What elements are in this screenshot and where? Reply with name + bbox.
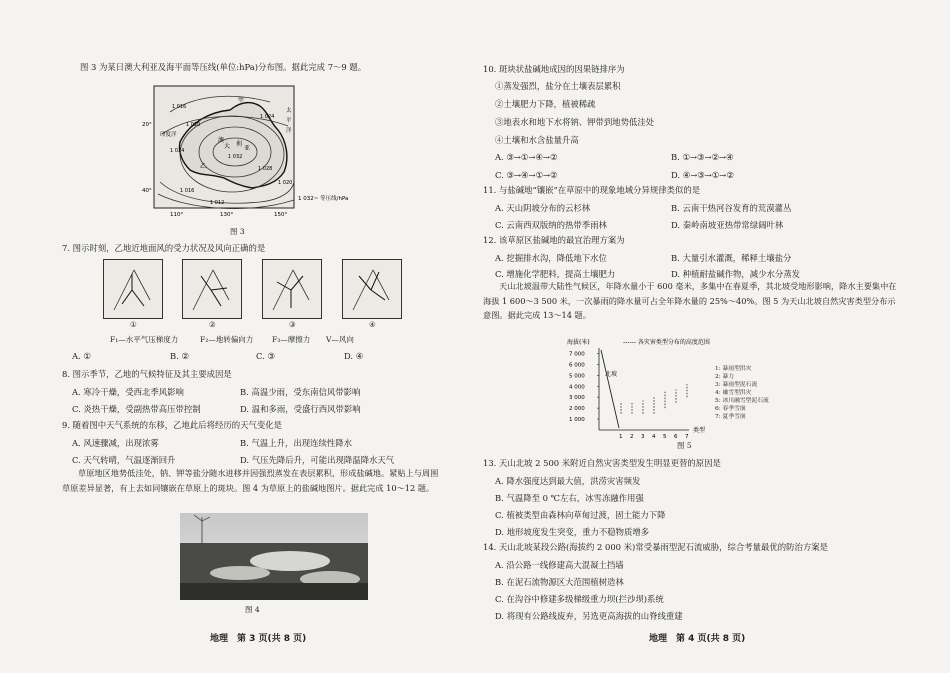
q10-option-d[interactable]: D. ④→③→①→② <box>671 170 734 180</box>
q10-step-4: ④土壤和水含盐量升高 <box>495 135 579 145</box>
fig5-ytick-label: 6 000 <box>569 362 585 369</box>
fig5-ytick-label: 1 000 <box>569 417 585 424</box>
fig5-legend-5: 5: 冰川融雪型泥石流 <box>715 398 769 404</box>
q10-stem: 10. 斑块状盐碱地成因的因果链排序为 <box>483 64 625 74</box>
lon-130: 130° <box>220 212 234 218</box>
q11-option-d[interactable]: D. 秦岭南坡亚热带常绿阔叶林 <box>671 220 784 230</box>
q7-panel-4 <box>342 259 402 319</box>
q13-option-c[interactable]: C. 植被类型由森林向草甸过渡，固土能力下降 <box>495 510 666 520</box>
q9-option-a[interactable]: A. 风速骤减，出现浓雾 <box>72 438 159 448</box>
q7-option-b[interactable]: B. ② <box>170 351 189 361</box>
fig5-ytick-label: 5 000 <box>569 373 585 380</box>
q12-stem: 12. 该草原区盐碱地的最宜治理方案为 <box>483 235 625 245</box>
q13-option-a[interactable]: A. 降水强度达到最大值，洪涝灾害频发 <box>495 476 641 486</box>
q8-option-d[interactable]: D. 温和多雨，受盛行西风带影响 <box>240 404 361 414</box>
q14-option-c[interactable]: C. 在沟谷中修建多级梯级重力坝(拦沙坝)系统 <box>495 594 664 604</box>
fig5-xtick-label: 5 <box>663 434 667 440</box>
pacific-yang: 洋 <box>286 128 292 134</box>
figure-4-caption: 图 4 <box>245 605 260 614</box>
fig5-north-label: 北坡 <box>605 371 618 378</box>
q7-panel-4-label: ④ <box>369 320 376 329</box>
q10-option-a[interactable]: A. ③→①→④→② <box>495 152 558 162</box>
intro-q13-14: 天山北坡温带大陆性气候区，年降水量小于 600 毫米，多集中在春夏季，其北坡受地形影响，降水主要集中在海拔 1 600～3 500 米，一次暴雨的降水量可占全年降水量的 25%～40%。图 5 为天山北坡自然灾害类型分布示意图。据此完成 13～14 题。 <box>483 281 897 320</box>
isobar-1020b-label: 1 020 <box>278 180 293 186</box>
q11-option-b[interactable]: B. 云南干热河谷发育的荒漠灌丛 <box>671 203 792 213</box>
isobar-1028-label: 1 028 <box>258 166 273 172</box>
q10-option-b[interactable]: B. ①→③→②→④ <box>671 152 734 162</box>
point-jia: 甲 <box>238 97 245 104</box>
q8-option-b[interactable]: B. 高温少雨，受东南信风带影响 <box>240 387 361 397</box>
lat-40: 40° <box>142 188 152 194</box>
left-page-footer: 地理 第 3 页(共 8 页) <box>210 634 307 644</box>
right-page-footer: 地理 第 4 页(共 8 页) <box>649 634 746 644</box>
q9-option-b[interactable]: B. 气温上升，出现连续性降水 <box>240 438 352 448</box>
q7-panel-3 <box>262 259 322 319</box>
q9-option-c[interactable]: C. 天气转晴，气温逐渐回升 <box>72 455 176 465</box>
q7-stem: 7. 图示时刻，乙地近地面风的受力状况及风向正确的是 <box>62 243 266 253</box>
figure-3-caption: 图 3 <box>230 227 245 236</box>
q7-legend-f3: F₃—摩擦力 <box>272 335 311 344</box>
isobar-1016-label: 1 016 <box>172 104 187 110</box>
fig5-ytick-label: 2 000 <box>569 406 585 413</box>
q9-option-d[interactable]: D. 气压先降后升，可能出现降温降水天气 <box>240 455 395 465</box>
q11-stem: 11. 与盐碱地“镶嵌”在草原中的现象地域分异规律类似的是 <box>483 185 701 195</box>
fig5-xtick-label: 2 <box>630 434 634 440</box>
isobar-1024-label: 1 024 <box>260 114 275 120</box>
q11-option-a[interactable]: A. 天山阴坡分布的云杉林 <box>495 203 591 213</box>
figure-4-saline-land-photo <box>180 513 368 600</box>
right-page <box>475 0 950 673</box>
fig5-xtick-label: 7 <box>685 434 689 440</box>
force-diagram-1 <box>104 260 162 318</box>
lon-150: 150° <box>274 212 288 218</box>
lat-20: 20° <box>142 122 152 128</box>
fig5-xtick-label: 1 <box>619 434 623 440</box>
point-yi: 乙 <box>200 163 207 170</box>
fig5-legend-1: 1: 暴雨型洪灾 <box>715 366 752 372</box>
isobar-1024b-label: 1 024 <box>170 148 185 154</box>
intro-q10-12: 草原地区地势低洼处，钠、钾等盐分随水进移并因强烈蒸发在表层累积，形成盐碱地。紧贴上与周围草原差异显著，有上去如同镶嵌在草原上的斑块。图 4 为草原上的盐碱地图片。据此完成 10～12 题。 <box>62 468 439 493</box>
fig5-legend-4: 4: 融雪型洪灾 <box>715 390 752 396</box>
q8-option-a[interactable]: A. 寒冷干燥，受西北季风影响 <box>72 387 184 397</box>
q13-option-b[interactable]: B. 气温降至 0 ℃左右，冰雪冻融作用强 <box>495 493 644 503</box>
map-label-ao: 澳 <box>218 137 225 144</box>
q7-legend-v: V—风向 <box>326 335 354 344</box>
q7-option-d[interactable]: D. ④ <box>344 351 364 361</box>
figure-5-caption: 图 5 <box>677 441 692 450</box>
q7-panel-1 <box>103 259 163 319</box>
indian-ocean-label: 印度洋 <box>160 132 177 138</box>
q7-panel-3-label: ③ <box>289 320 296 329</box>
isobar-legend: 1 032~ 等压线/hPa <box>298 196 349 202</box>
fig5-legend <box>715 365 769 421</box>
isobar-1032-label: 1 032 <box>228 154 243 160</box>
fig5-annotation: ------ 各灾害类型分布的高度范围 <box>623 339 710 346</box>
q10-step-1: ①蒸发强烈，盐分在土壤表层累积 <box>495 81 621 91</box>
q14-option-d[interactable]: D. 将现有公路线废弃，另选更高海拔的山脊线重建 <box>495 611 683 621</box>
q12-option-b[interactable]: B. 大量引水灌溉，稀释土壤盐分 <box>671 253 792 263</box>
q7-panel-2-label: ② <box>209 320 216 329</box>
fig5-xtick-label: 4 <box>652 434 656 440</box>
fig5-ylabel: 海拔(米) <box>567 339 590 346</box>
fig5-xtick-label: 3 <box>641 434 645 440</box>
q10-step-3: ③地表水和地下水将钠、钾带到地势低洼处 <box>495 117 655 127</box>
q12-option-c[interactable]: C. 增施化学肥料，提高土壤肥力 <box>495 269 616 279</box>
map-label-ya: 亚 <box>244 145 251 152</box>
isobar-1016b-label: 1 016 <box>180 188 195 194</box>
isobar-1020-label: 1 020 <box>186 122 201 128</box>
pacific-ping: 平 <box>286 118 292 124</box>
fig5-legend-7: 7: 夏季雪崩 <box>715 414 746 420</box>
intro-q7-9: 图 3 为某日澳大利亚及海平面等压线(单位:hPa)分布图。据此完成 7～9 题。 <box>80 62 367 72</box>
force-diagram-3 <box>263 260 321 318</box>
q10-step-2: ②土壤肥力下降，植被稀疏 <box>495 99 596 109</box>
q12-option-d[interactable]: D. 种植耐盐碱作物，减少水分蒸发 <box>671 269 800 279</box>
fig5-ytick-label: 7 000 <box>569 351 585 358</box>
q11-option-c[interactable]: C. 云南西双版纳的热带季雨林 <box>495 220 607 230</box>
q9-stem: 9. 随着图中天气系统的东移，乙地此后将经历的天气变化是 <box>62 420 283 430</box>
isobar-1012-label: 1 012 <box>210 200 225 206</box>
q7-option-c[interactable]: C. ③ <box>256 351 275 361</box>
q8-stem: 8. 图示季节，乙地的气候特征及其主要成因是 <box>62 369 232 379</box>
q7-legend-f1: F₁—水平气压梯度力 <box>110 335 179 344</box>
fig5-ytick-label: 4 000 <box>569 384 585 391</box>
fig5-slope-line <box>601 350 619 428</box>
pacific-tai: 太 <box>286 108 292 114</box>
figure-3-isobar-map <box>140 82 370 222</box>
fig5-xtick-label: 6 <box>674 434 678 440</box>
q12-option-a[interactable]: A. 挖掘排水沟，降低地下水位 <box>495 253 607 263</box>
map-label-da: 大 <box>224 143 231 150</box>
q14-option-b[interactable]: B. 在泥石流物源区大范围植树造林 <box>495 577 624 587</box>
fig5-ytick-label: 3 000 <box>569 395 585 402</box>
q13-stem: 13. 天山北坡 2 500 米附近自然灾害类型发生明显更替的原因是 <box>483 458 721 468</box>
q14-option-a[interactable]: A. 沿公路一线修建高大混凝土挡墙 <box>495 560 624 570</box>
lon-110: 110° <box>170 212 184 218</box>
fig5-xlabel: 类型 <box>693 427 706 434</box>
q7-option-a[interactable]: A. ① <box>72 351 91 361</box>
force-diagram-2 <box>183 260 241 318</box>
q7-panel-1-label: ① <box>130 320 137 329</box>
q10-option-c[interactable]: C. ③→④→①→② <box>495 170 558 180</box>
fig5-legend-6: 6: 春季雪崩 <box>715 406 746 412</box>
fig5-legend-2: 2: 暴力 <box>715 374 735 380</box>
q7-legend-f2: F₂—地转偏向力 <box>200 335 254 344</box>
q8-option-c[interactable]: C. 炎热干燥，受副热带高压带控制 <box>72 404 201 414</box>
map-label-li: 利 <box>236 141 243 148</box>
fig5-legend-3: 3: 暴雨型泥石流 <box>715 382 758 388</box>
q7-panel-2 <box>182 259 242 319</box>
q14-stem: 14. 天山北坡某段公路(海拔约 2 000 米)常受暴雨型泥石流威胁，综合考量最优的防治方案是 <box>483 542 828 552</box>
q13-option-d[interactable]: D. 地形坡度发生突变，重力不稳物质增多 <box>495 527 650 537</box>
force-diagram-4 <box>343 260 401 318</box>
